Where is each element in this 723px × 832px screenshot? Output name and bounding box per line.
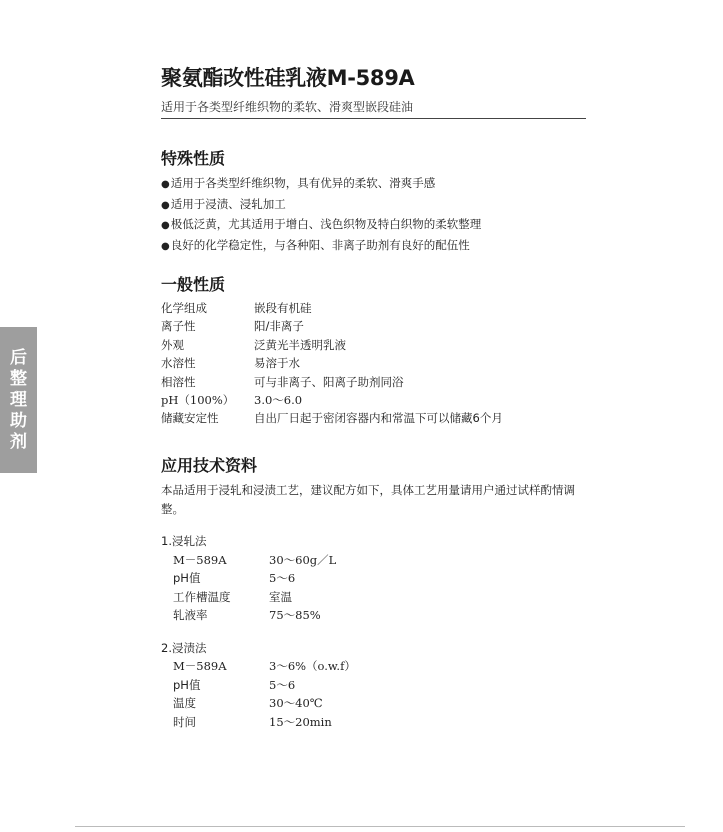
table-row [161, 676, 591, 695]
section-title: 应用技术资料 [161, 456, 258, 475]
property-table [161, 299, 503, 428]
side-tab-char: 整 [10, 368, 27, 389]
table-row [161, 336, 503, 354]
table-row [161, 354, 503, 372]
property-value: 阳/非离子 [254, 319, 304, 334]
section-title: 特殊性质 [161, 149, 226, 168]
list-item: ●适用于浸渍、浸轧加工 [161, 196, 286, 211]
property-value: 自出厂日起于密闭容器内和常温下可以储藏6个月 [254, 411, 503, 426]
page-header [161, 64, 586, 119]
method-title: 2.浸渍法 [161, 640, 207, 655]
bullet-dot-icon: ● [161, 179, 170, 190]
recipe-value: 30～40℃ [269, 696, 323, 710]
recipe-key: M－589A [173, 552, 227, 567]
list-item: ●适用于各类型纤维织物，具有优异的柔软、滑爽手感 [161, 176, 436, 190]
property-key: pH（100%） [161, 393, 235, 408]
application-intro: 本品适用于浸轧和浸渍工艺，建议配方如下，具体工艺用量请用户通过试样酌情调整。 [161, 483, 575, 516]
recipe-value: 75～85% [269, 608, 321, 622]
section-special-properties [161, 148, 481, 256]
section-general-properties [161, 274, 503, 428]
bullet-dot-icon: ● [161, 199, 170, 211]
table-row [161, 409, 503, 427]
table-row [161, 373, 503, 391]
property-key: 化学组成 [161, 301, 207, 315]
table-row [161, 588, 591, 607]
property-key: 储藏安定性 [161, 411, 219, 426]
method-exhaust [161, 639, 591, 732]
list-item: ●良好的化学稳定性，与各种阳、非离子助剂有良好的配伍性 [161, 237, 470, 252]
table-row [161, 569, 591, 588]
method-title: 1.浸轧法 [161, 534, 207, 548]
side-tab-char: 理 [10, 389, 27, 410]
bullet-list [161, 174, 481, 256]
recipe-key: 时间 [173, 714, 196, 729]
bullet-dot-icon: ● [161, 220, 170, 231]
table-row [161, 551, 591, 570]
property-value: 嵌段有机硅 [254, 301, 312, 315]
property-key: 水溶性 [161, 356, 196, 371]
table-row [161, 299, 503, 317]
list-item: ●极低泛黄，尤其适用于增白、浅色织物及特白织物的柔软整理 [161, 217, 482, 231]
property-key: 离子性 [161, 319, 196, 334]
recipe-value: 15～20min [269, 714, 332, 729]
recipe-key: M－589A [173, 659, 227, 673]
recipe-value: 5～6 [269, 677, 296, 692]
property-key: 相溶性 [161, 374, 196, 389]
table-row [161, 317, 503, 335]
recipe-value: 3～6%（o.w.f） [269, 659, 356, 673]
recipe-key: 轧液率 [173, 608, 208, 622]
header-divider [161, 118, 586, 119]
side-tab-char: 助 [10, 410, 27, 431]
table-row [161, 606, 591, 625]
page-subtitle: 适用于各类型纤维织物的柔软、滑爽型嵌段硅油 [161, 100, 414, 114]
bullet-dot-icon: ● [161, 240, 170, 252]
property-value: 可与非离子、阳离子助剂同浴 [254, 374, 404, 389]
property-value: 3.0～6.0 [254, 393, 303, 408]
table-row [161, 391, 503, 409]
table-row [161, 713, 591, 732]
table-row [161, 657, 591, 676]
recipe-key: 温度 [173, 696, 196, 710]
recipe-key: pH值 [173, 571, 201, 585]
recipe-key: 工作槽温度 [173, 589, 231, 604]
recipe-value: 30～60g／L [269, 552, 337, 567]
recipe-value: 室温 [269, 589, 292, 604]
property-value: 易溶于水 [254, 356, 300, 371]
footer-divider [75, 826, 685, 827]
side-category-tab [0, 327, 37, 473]
side-tab-char: 剂 [10, 431, 27, 452]
property-value: 泛黄光半透明乳液 [254, 337, 346, 352]
section-title: 一般性质 [161, 275, 226, 294]
recipe-key: pH值 [173, 677, 201, 692]
recipe-value: 5～6 [269, 571, 296, 585]
method-padding [161, 532, 591, 625]
side-tab-char: 后 [10, 347, 27, 368]
table-row [161, 694, 591, 713]
page-title: 聚氨酯改性硅乳液M-589A [161, 66, 415, 90]
property-key: 外观 [161, 337, 184, 352]
section-application [161, 455, 591, 731]
